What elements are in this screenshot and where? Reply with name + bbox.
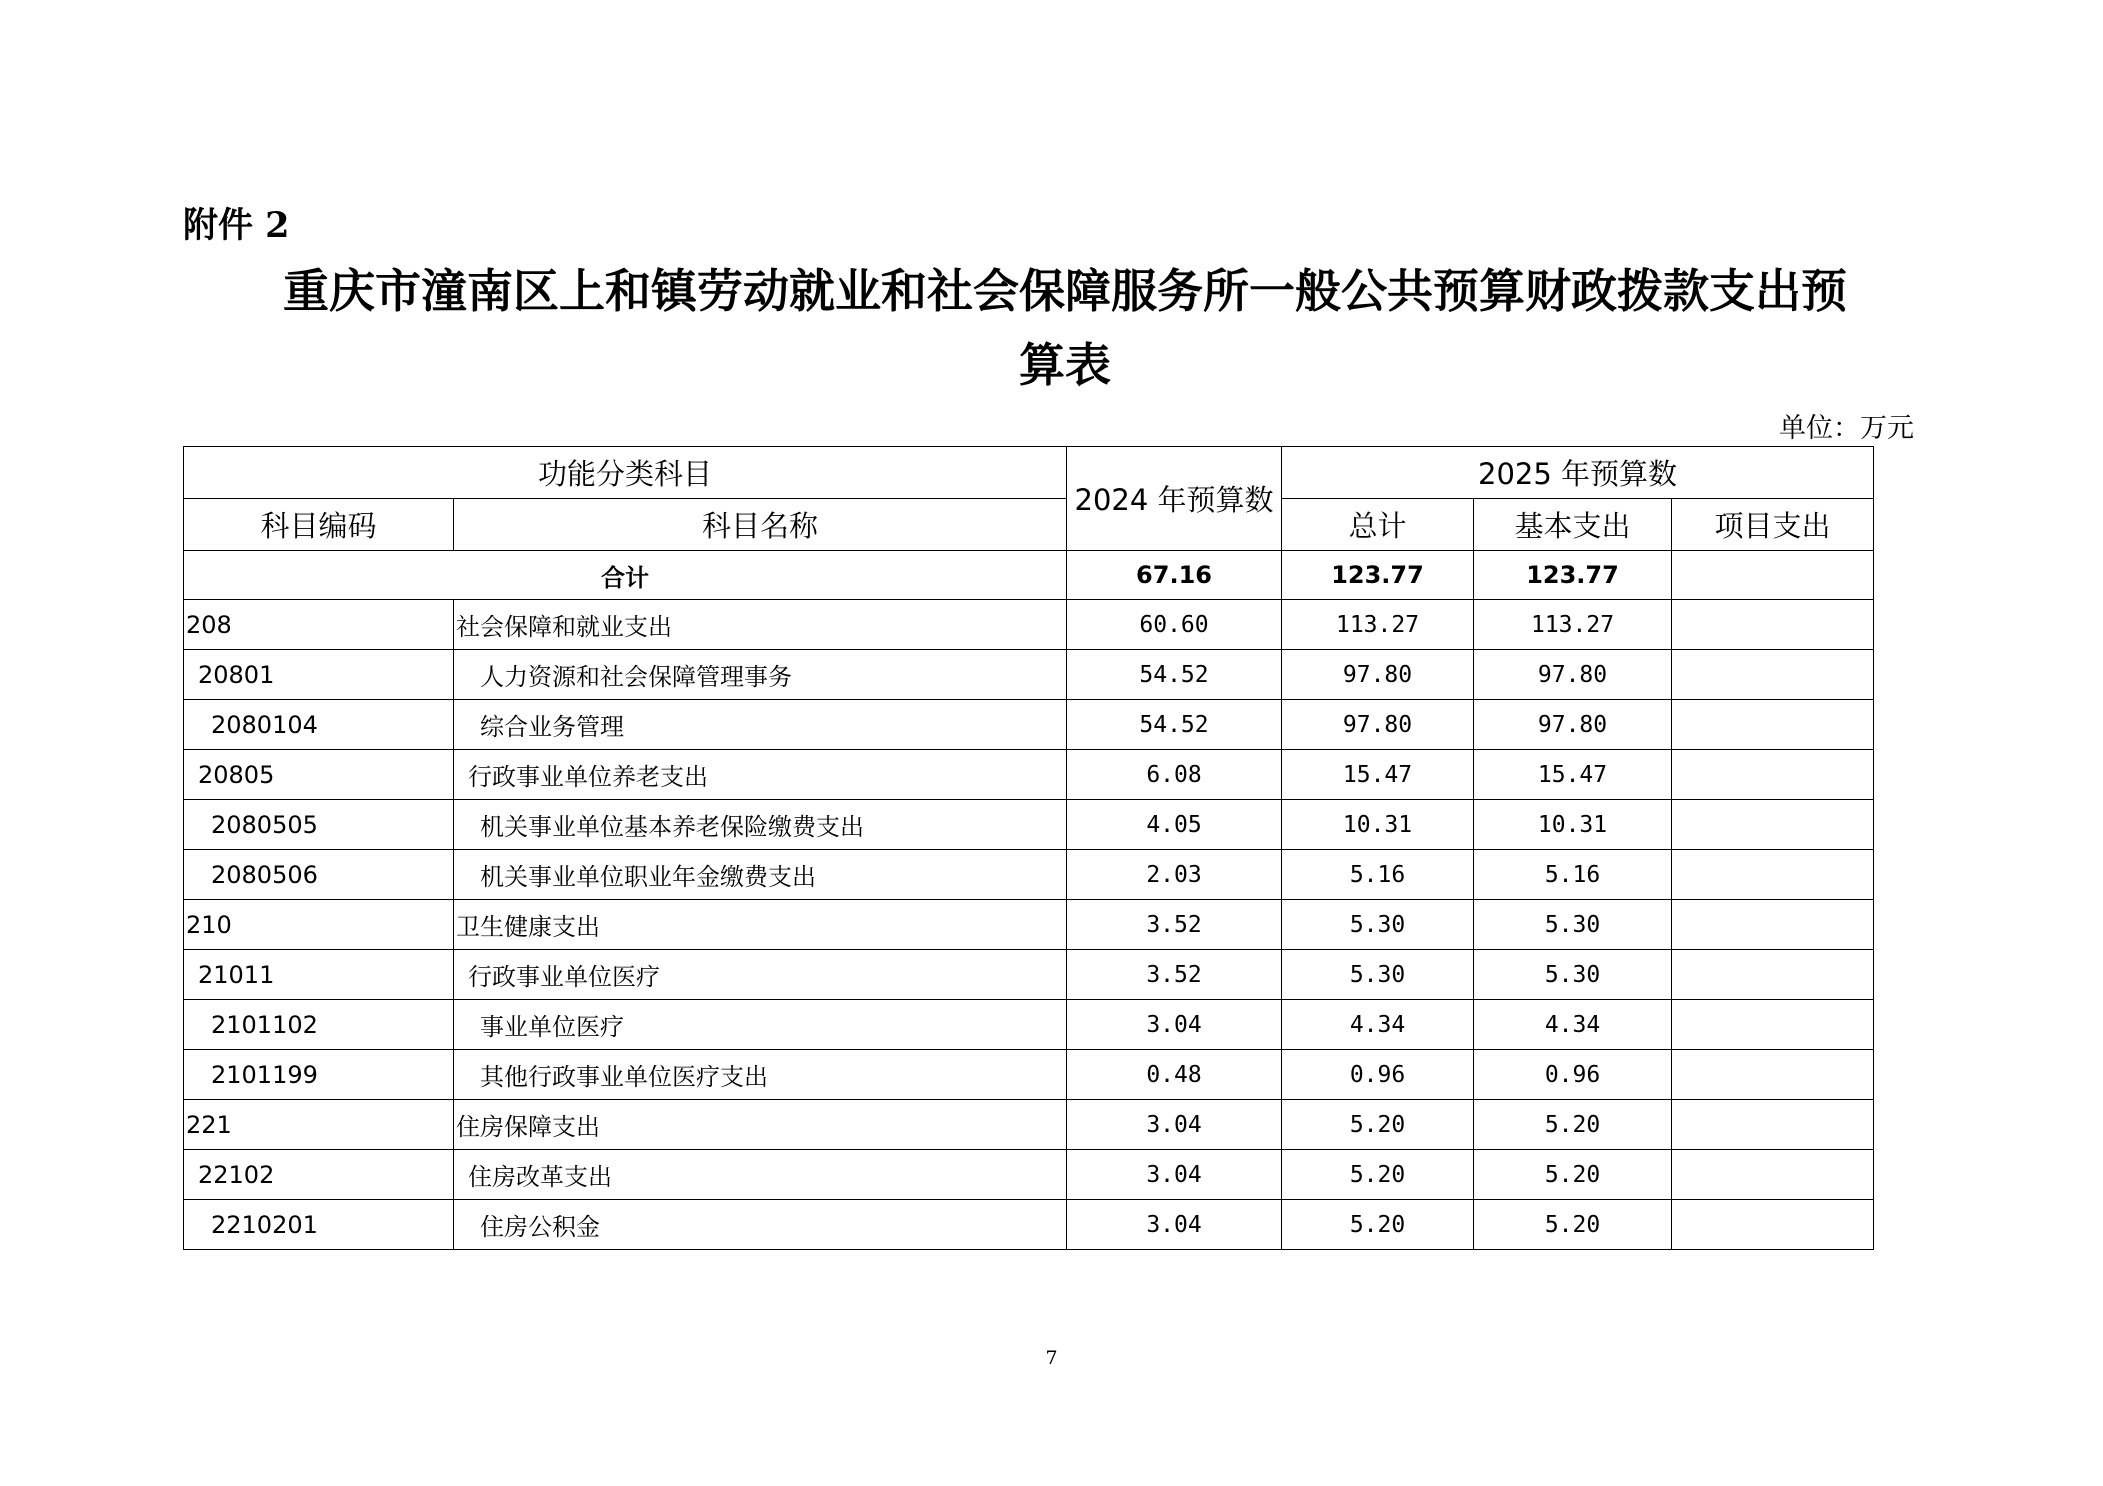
row-b2024: 4.05 [1067,800,1282,850]
row-b2024: 54.52 [1067,700,1282,750]
row-name: 住房公积金 [454,1200,1067,1250]
table-row [184,1050,1874,1100]
row-code: 2080506 [184,850,454,900]
row-b2024: 54.52 [1067,650,1282,700]
row-code: 2080505 [184,800,454,850]
row-project [1672,1200,1874,1250]
table-row [184,1200,1874,1250]
row-basic: 5.20 [1474,1150,1672,1200]
row-name: 人力资源和社会保障管理事务 [454,650,1067,700]
header-budget-2024: 2024 年预算数 [1067,447,1282,551]
row-project [1672,750,1874,800]
row-basic: 5.30 [1474,900,1672,950]
row-basic: 5.20 [1474,1200,1672,1250]
total-total: 123.77 [1282,551,1474,600]
row-code: 208 [184,600,454,650]
row-project [1672,1150,1874,1200]
total-project [1672,551,1874,600]
attachment-label: 附件 2 [183,205,290,246]
row-b2024: 3.52 [1067,900,1282,950]
row-name: 行政事业单位医疗 [454,950,1067,1000]
budget-table [183,446,1874,1250]
row-project [1672,700,1874,750]
row-project [1672,600,1874,650]
row-total: 0.96 [1282,1050,1474,1100]
row-code: 221 [184,1100,454,1150]
row-b2024: 2.03 [1067,850,1282,900]
row-total: 5.16 [1282,850,1474,900]
table-row [184,750,1874,800]
row-basic: 5.16 [1474,850,1672,900]
row-total: 5.20 [1282,1150,1474,1200]
row-b2024: 3.04 [1067,1000,1282,1050]
row-name: 事业单位医疗 [454,1000,1067,1050]
row-project [1672,800,1874,850]
row-code: 20805 [184,750,454,800]
row-project [1672,900,1874,950]
page-title: 重庆市潼南区上和镇劳动就业和社会保障服务所一般公共预算财政拨款支出预 [283,264,1847,318]
row-name: 社会保障和就业支出 [454,600,1067,650]
page-title-continued: 算表 [1019,338,1111,392]
row-project [1672,1050,1874,1100]
row-project [1672,1100,1874,1150]
row-code: 2101102 [184,1000,454,1050]
row-total: 4.34 [1282,1000,1474,1050]
row-project [1672,1000,1874,1050]
row-code: 21011 [184,950,454,1000]
row-basic: 15.47 [1474,750,1672,800]
row-b2024: 3.04 [1067,1100,1282,1150]
row-total: 5.30 [1282,950,1474,1000]
row-total: 113.27 [1282,600,1474,650]
total-label: 合计 [184,551,1067,600]
row-basic: 5.20 [1474,1100,1672,1150]
row-name: 综合业务管理 [454,700,1067,750]
header-name: 科目名称 [454,499,1067,551]
row-b2024: 6.08 [1067,750,1282,800]
row-total: 97.80 [1282,650,1474,700]
table-row [184,600,1874,650]
header-row-1 [184,447,1874,499]
header-project: 项目支出 [1672,499,1874,551]
row-name: 卫生健康支出 [454,900,1067,950]
table-row [184,1100,1874,1150]
row-total: 5.30 [1282,900,1474,950]
row-code: 2080104 [184,700,454,750]
header-total: 总计 [1282,499,1474,551]
row-project [1672,650,1874,700]
header-code: 科目编码 [184,499,454,551]
row-b2024: 60.60 [1067,600,1282,650]
row-total: 10.31 [1282,800,1474,850]
table-row [184,700,1874,750]
row-basic: 4.34 [1474,1000,1672,1050]
row-total: 15.47 [1282,750,1474,800]
row-name: 住房改革支出 [454,1150,1067,1200]
row-basic: 0.96 [1474,1050,1672,1100]
row-basic: 5.30 [1474,950,1672,1000]
row-name: 机关事业单位职业年金缴费支出 [454,850,1067,900]
row-b2024: 3.04 [1067,1200,1282,1250]
row-basic: 10.31 [1474,800,1672,850]
header-budget-2025: 2025 年预算数 [1282,447,1874,499]
table-row [184,800,1874,850]
page-number: 7 [1045,1347,1058,1369]
row-basic: 97.80 [1474,700,1672,750]
row-total: 5.20 [1282,1200,1474,1250]
table-row [184,850,1874,900]
row-project [1672,850,1874,900]
header-category: 功能分类科目 [184,447,1067,499]
row-name: 住房保障支出 [454,1100,1067,1150]
total-basic: 123.77 [1474,551,1672,600]
row-code: 2210201 [184,1200,454,1250]
row-code: 22102 [184,1150,454,1200]
row-project [1672,950,1874,1000]
row-b2024: 3.52 [1067,950,1282,1000]
total-row [184,551,1874,600]
row-b2024: 0.48 [1067,1050,1282,1100]
row-name: 行政事业单位养老支出 [454,750,1067,800]
row-code: 20801 [184,650,454,700]
row-name: 其他行政事业单位医疗支出 [454,1050,1067,1100]
header-row-2 [184,499,1874,551]
row-total: 5.20 [1282,1100,1474,1150]
table-row [184,950,1874,1000]
row-basic: 97.80 [1474,650,1672,700]
unit-label: 单位：万元 [1779,413,1914,444]
table-row [184,1000,1874,1050]
row-name: 机关事业单位基本养老保险缴费支出 [454,800,1067,850]
row-basic: 113.27 [1474,600,1672,650]
row-total: 97.80 [1282,700,1474,750]
table-row [184,650,1874,700]
header-basic: 基本支出 [1474,499,1672,551]
table-row [184,1150,1874,1200]
total-b2024: 67.16 [1067,551,1282,600]
row-b2024: 3.04 [1067,1150,1282,1200]
row-code: 210 [184,900,454,950]
row-code: 2101199 [184,1050,454,1100]
table-row [184,900,1874,950]
